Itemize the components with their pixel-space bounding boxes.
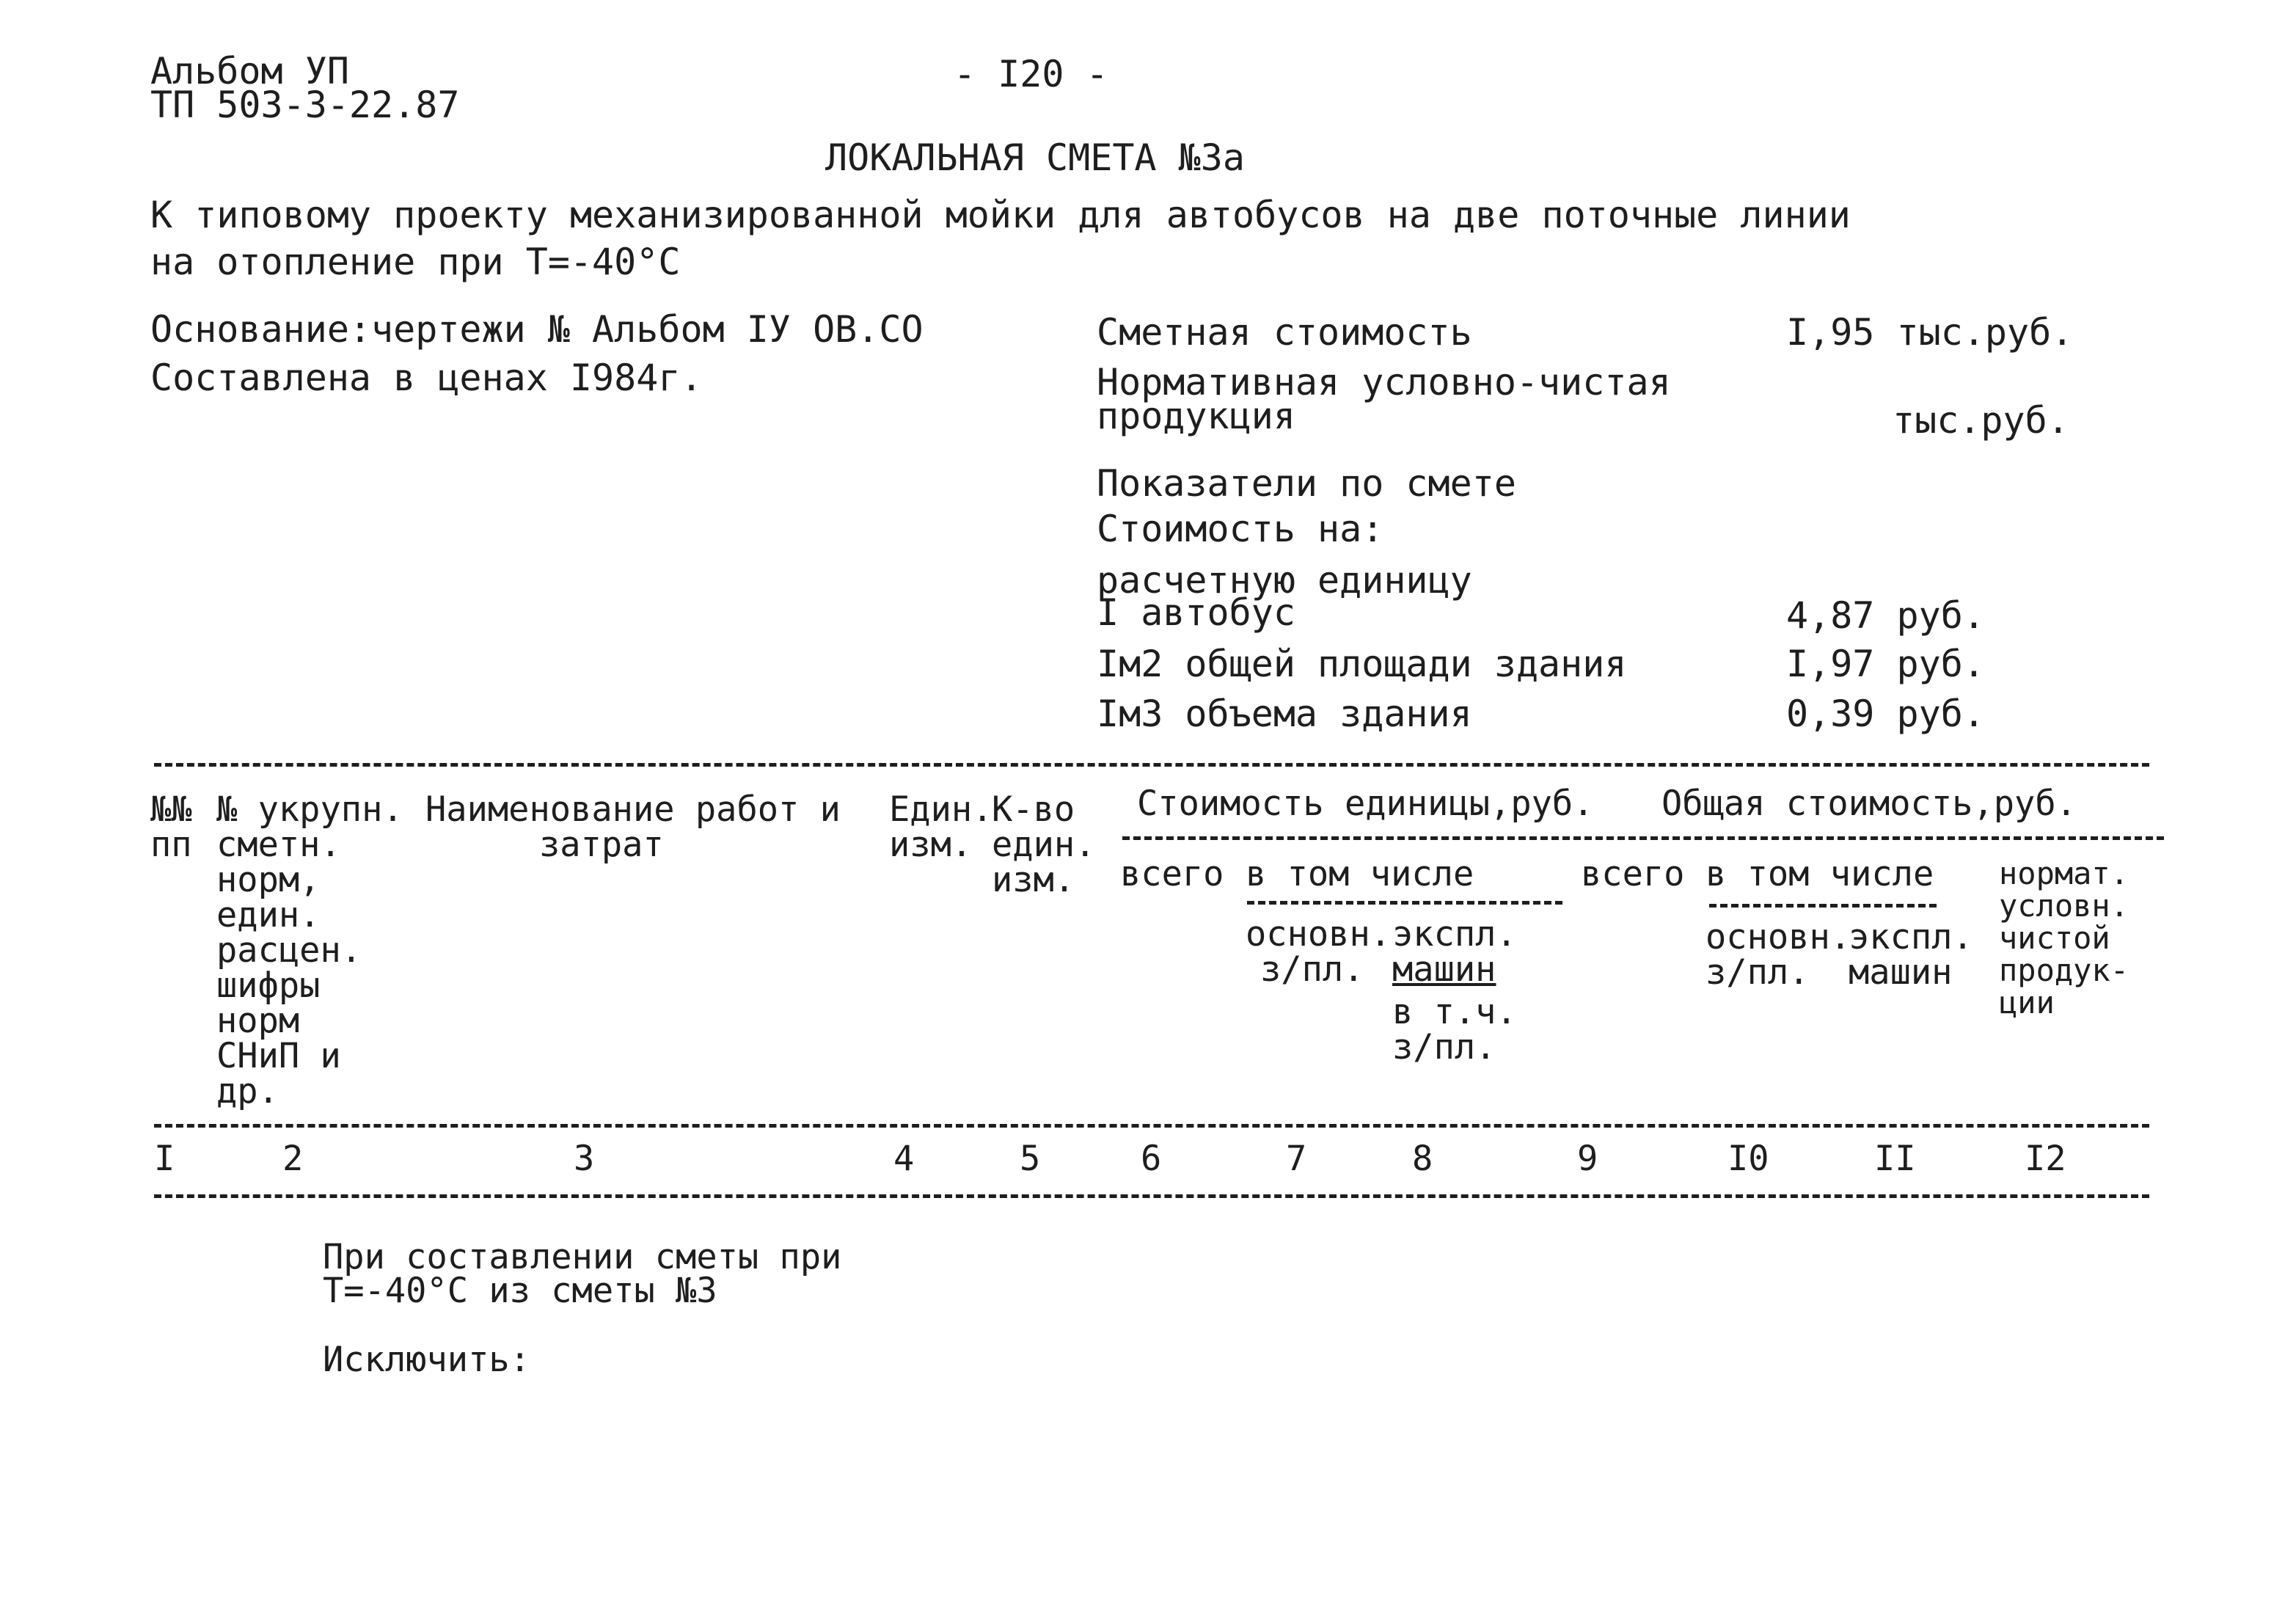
- basis-drawings: Основание:чертежи № Альбом IУ ОВ.СО: [150, 308, 924, 351]
- col2-header-line-5: расцен.: [216, 930, 362, 971]
- total-machine-ops-line-1: экспл.: [1849, 917, 1973, 957]
- col3-header-line-2: затрат: [539, 825, 664, 865]
- col5-header-line-2: един.: [992, 825, 1096, 865]
- col2-header-line-1: № укрупн.: [216, 789, 403, 830]
- unit-label: расчетную единицу: [1097, 559, 1472, 602]
- bus-value: 4,87 руб.: [1786, 594, 1985, 637]
- unit-machine-ops-line-1: экспл.: [1392, 914, 1517, 954]
- unit-incl-wages-line-1: в т.ч.: [1392, 992, 1517, 1032]
- total-including-header: в том числе: [1705, 854, 1934, 894]
- col2-header-line-2: сметн.: [216, 825, 341, 865]
- total-including-rule: [1709, 904, 1937, 908]
- column-number: 7: [1286, 1139, 1307, 1179]
- normative-col-line-5: ции: [1999, 985, 2055, 1020]
- col2-header-line-4: един.: [216, 895, 321, 935]
- project-code: ТП 503-3-22.87: [150, 84, 460, 126]
- unit-machine-ops-line-2: машин: [1392, 949, 1496, 990]
- album-label: Альбом УП: [150, 50, 349, 92]
- col2-header-line-8: СНиП и: [216, 1036, 341, 1076]
- exclude-label: Исключить:: [323, 1340, 530, 1380]
- column-number: I0: [1728, 1139, 1769, 1179]
- unit-incl-wages-line-2: з/пл.: [1392, 1027, 1496, 1067]
- column-number: I: [154, 1139, 175, 1179]
- page-number: - I20 -: [954, 53, 1108, 95]
- basis-prices: Составлена в ценах I984г.: [150, 357, 703, 399]
- normative-col-line-1: нормат.: [1999, 855, 2129, 891]
- column-number: 8: [1412, 1139, 1433, 1179]
- normative-label-1: Нормативная условно-чистая: [1097, 361, 1671, 404]
- volume-value: 0,39 руб.: [1786, 693, 1985, 735]
- normative-value: тыс.руб.: [1893, 399, 2069, 442]
- col2-header-line-3: норм,: [216, 860, 321, 900]
- total-cost-group-header: Общая стоимость,руб.: [1661, 784, 2077, 824]
- normative-label-2: продукция: [1097, 395, 1295, 437]
- unit-cost-group-header: Стоимость единицы,руб.: [1137, 784, 1594, 824]
- document-title: ЛОКАЛЬНАЯ СМЕТА №3а: [825, 136, 1245, 179]
- note-line-2: Т=-40°С из сметы №3: [323, 1271, 717, 1311]
- col2-header-line-6: шифры: [216, 965, 321, 1006]
- indicators-label: Показатели по смете: [1097, 462, 1516, 505]
- estimated-cost-value: I,95 тыс.руб.: [1786, 311, 2074, 354]
- normative-col-line-3: чистой: [1999, 920, 2110, 956]
- col5-header-line-1: К-во: [992, 789, 1075, 830]
- volume-label: Iм3 объема здания: [1097, 693, 1472, 735]
- unit-basic-wages-line-2: з/пл.: [1260, 949, 1364, 990]
- total-total-header: всего: [1581, 854, 1685, 894]
- col1-header-line-1: №№: [150, 789, 192, 830]
- total-basic-wages-line-1: основн.: [1705, 917, 1851, 957]
- column-numbers-top-rule: [154, 1124, 2149, 1128]
- cost-per-label: Стоимость на:: [1097, 508, 1384, 550]
- col4-header-line-2: изм.: [889, 825, 973, 865]
- table-top-rule: [154, 763, 2149, 767]
- group-header-rule: [1122, 836, 2164, 840]
- note-line-1: При составлении сметы при: [323, 1237, 842, 1277]
- area-value: I,97 руб.: [1786, 643, 1985, 685]
- column-number: 4: [893, 1139, 915, 1179]
- area-label: Iм2 общей площади здания: [1097, 643, 1627, 685]
- normative-col-line-4: продук-: [1999, 952, 2129, 988]
- column-number: 9: [1577, 1139, 1598, 1179]
- col5-header-line-3: изм.: [992, 860, 1075, 900]
- unit-total-header: всего: [1120, 854, 1224, 894]
- subtitle-line-1: К типовому проекту механизированной мойки для автобусов на две поточные линии: [150, 194, 1851, 236]
- column-number: I2: [2025, 1139, 2066, 1179]
- subtitle-line-2: на отопление при Т=-40°С: [150, 241, 681, 283]
- col3-header-line-1: Наименование работ и: [425, 789, 841, 830]
- unit-including-header: в том числе: [1246, 854, 1474, 894]
- column-number: II: [1874, 1139, 1916, 1179]
- col1-header-line-2: пп: [150, 825, 192, 865]
- col2-header-line-7: норм: [216, 1001, 300, 1041]
- total-basic-wages-line-2: з/пл.: [1705, 952, 1810, 993]
- col2-header-line-9: др.: [216, 1071, 279, 1111]
- unit-basic-wages-line-1: основн.: [1246, 914, 1392, 954]
- col4-header-line-1: Един.: [889, 789, 993, 830]
- column-number: 6: [1141, 1139, 1162, 1179]
- column-numbers-bottom-rule: [154, 1194, 2149, 1198]
- total-machine-ops-line-2: машин: [1849, 952, 1953, 993]
- normative-col-line-2: условн.: [1999, 888, 2129, 924]
- column-number: 5: [1020, 1139, 1041, 1179]
- unit-including-rule: [1247, 901, 1562, 905]
- bus-label: I автобус: [1097, 591, 1295, 634]
- estimated-cost-label: Сметная стоимость: [1097, 311, 1472, 354]
- column-number: 2: [282, 1139, 304, 1179]
- column-number: 3: [574, 1139, 595, 1179]
